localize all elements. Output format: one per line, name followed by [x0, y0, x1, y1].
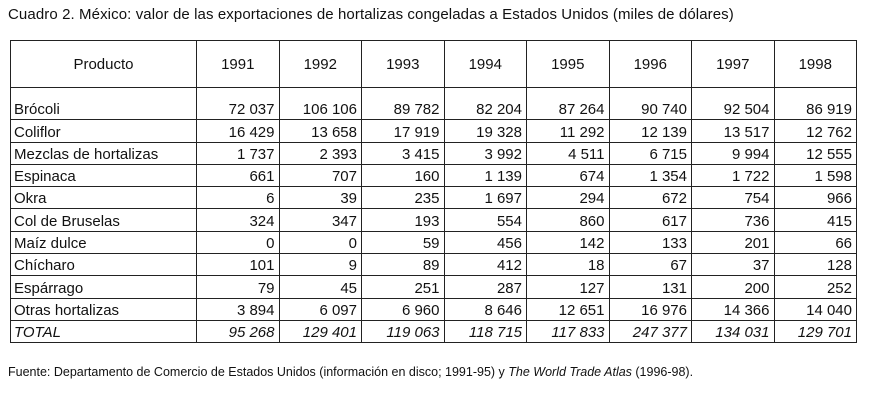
- value-cell: 129 401: [279, 320, 362, 342]
- spacer-row: [11, 88, 857, 99]
- total-row: [11, 320, 857, 342]
- value-cell: 287: [444, 276, 527, 298]
- value-cell: 4 511: [527, 142, 610, 164]
- value-cell: 12 139: [609, 120, 692, 142]
- value-cell: 59: [362, 231, 445, 253]
- value-cell: 9: [279, 254, 362, 276]
- spacer-cell: [279, 88, 362, 99]
- product-name-cell: Otras hortalizas: [11, 298, 197, 320]
- value-cell: 128: [774, 254, 857, 276]
- column-header-year: 1998: [774, 41, 857, 88]
- product-name-cell: Col de Bruselas: [11, 209, 197, 231]
- value-cell: 707: [279, 164, 362, 186]
- column-header-year: 1992: [279, 41, 362, 88]
- value-cell: 90 740: [609, 98, 692, 120]
- table-row: [11, 298, 857, 320]
- value-cell: 6 097: [279, 298, 362, 320]
- value-cell: 89 782: [362, 98, 445, 120]
- value-cell: 294: [527, 187, 610, 209]
- value-cell: 160: [362, 164, 445, 186]
- source-years: (1996-98).: [631, 365, 694, 379]
- value-cell: 37: [692, 254, 775, 276]
- value-cell: 72 037: [197, 98, 280, 120]
- spacer-cell: [609, 88, 692, 99]
- spacer-cell: [692, 88, 775, 99]
- source-text: Fuente: Departamento de Comercio de Estados Unidos (información en disco; 1991-95) y: [8, 365, 509, 379]
- value-cell: 131: [609, 276, 692, 298]
- value-cell: 3 894: [197, 298, 280, 320]
- product-name-cell: Mezclas de hortalizas: [11, 142, 197, 164]
- value-cell: 106 106: [279, 98, 362, 120]
- source-atlas-title: The World Trade Atlas: [508, 365, 632, 379]
- product-name-cell: Brócoli: [11, 98, 197, 120]
- value-cell: 117 833: [527, 320, 610, 342]
- value-cell: 95 268: [197, 320, 280, 342]
- value-cell: 324: [197, 209, 280, 231]
- value-cell: 101: [197, 254, 280, 276]
- table-caption: Cuadro 2. México: valor de las exportaciones de hortalizas congeladas a Estados Unidos (miles de dólares): [8, 6, 734, 23]
- value-cell: 415: [774, 209, 857, 231]
- value-cell: 456: [444, 231, 527, 253]
- value-cell: 966: [774, 187, 857, 209]
- value-cell: 3 992: [444, 142, 527, 164]
- table-row: [11, 231, 857, 253]
- value-cell: 19 328: [444, 120, 527, 142]
- column-header-year: 1993: [362, 41, 445, 88]
- value-cell: 252: [774, 276, 857, 298]
- value-cell: 87 264: [527, 98, 610, 120]
- column-header-year: 1994: [444, 41, 527, 88]
- product-name-cell: Espinaca: [11, 164, 197, 186]
- column-header-year: 1997: [692, 41, 775, 88]
- table-body: [11, 88, 857, 343]
- value-cell: 235: [362, 187, 445, 209]
- spacer-cell: [362, 88, 445, 99]
- value-cell: 3 415: [362, 142, 445, 164]
- value-cell: 674: [527, 164, 610, 186]
- value-cell: 6: [197, 187, 280, 209]
- value-cell: 1 722: [692, 164, 775, 186]
- value-cell: 16 429: [197, 120, 280, 142]
- value-cell: 193: [362, 209, 445, 231]
- value-cell: 1 737: [197, 142, 280, 164]
- value-cell: 2 393: [279, 142, 362, 164]
- value-cell: 12 651: [527, 298, 610, 320]
- value-cell: 86 919: [774, 98, 857, 120]
- table-row: [11, 187, 857, 209]
- spacer-cell: [527, 88, 610, 99]
- value-cell: 118 715: [444, 320, 527, 342]
- table-row: [11, 209, 857, 231]
- product-name-cell: Okra: [11, 187, 197, 209]
- spacer-cell: [11, 88, 197, 99]
- value-cell: 736: [692, 209, 775, 231]
- product-name-cell: Chícharo: [11, 254, 197, 276]
- value-cell: 754: [692, 187, 775, 209]
- value-cell: 13 658: [279, 120, 362, 142]
- product-name-cell: Maíz dulce: [11, 231, 197, 253]
- value-cell: 8 646: [444, 298, 527, 320]
- table-row: [11, 120, 857, 142]
- value-cell: 89: [362, 254, 445, 276]
- spacer-cell: [774, 88, 857, 99]
- value-cell: 13 517: [692, 120, 775, 142]
- value-cell: 1 697: [444, 187, 527, 209]
- value-cell: 347: [279, 209, 362, 231]
- value-cell: 200: [692, 276, 775, 298]
- value-cell: 412: [444, 254, 527, 276]
- value-cell: 134 031: [692, 320, 775, 342]
- value-cell: 127: [527, 276, 610, 298]
- table-row: [11, 254, 857, 276]
- product-name-cell: TOTAL: [11, 320, 197, 342]
- column-header-product: Producto: [11, 41, 197, 88]
- value-cell: 67: [609, 254, 692, 276]
- column-header-year: 1995: [527, 41, 610, 88]
- table-row: [11, 164, 857, 186]
- value-cell: 18: [527, 254, 610, 276]
- column-header-year: 1991: [197, 41, 280, 88]
- value-cell: 6 960: [362, 298, 445, 320]
- value-cell: 12 762: [774, 120, 857, 142]
- value-cell: 0: [197, 231, 280, 253]
- value-cell: 672: [609, 187, 692, 209]
- value-cell: 142: [527, 231, 610, 253]
- value-cell: 1 598: [774, 164, 857, 186]
- value-cell: 6 715: [609, 142, 692, 164]
- value-cell: 17 919: [362, 120, 445, 142]
- value-cell: 39: [279, 187, 362, 209]
- value-cell: 79: [197, 276, 280, 298]
- value-cell: 14 040: [774, 298, 857, 320]
- spacer-cell: [197, 88, 280, 99]
- value-cell: 92 504: [692, 98, 775, 120]
- table-row: [11, 276, 857, 298]
- value-cell: 12 555: [774, 142, 857, 164]
- value-cell: 617: [609, 209, 692, 231]
- table-row: [11, 142, 857, 164]
- exports-table-container: [10, 40, 856, 343]
- value-cell: 0: [279, 231, 362, 253]
- value-cell: 133: [609, 231, 692, 253]
- value-cell: 661: [197, 164, 280, 186]
- value-cell: 16 976: [609, 298, 692, 320]
- spacer-cell: [444, 88, 527, 99]
- value-cell: 554: [444, 209, 527, 231]
- value-cell: 1 139: [444, 164, 527, 186]
- column-header-year: 1996: [609, 41, 692, 88]
- product-name-cell: Coliflor: [11, 120, 197, 142]
- value-cell: 129 701: [774, 320, 857, 342]
- value-cell: 201: [692, 231, 775, 253]
- value-cell: 11 292: [527, 120, 610, 142]
- value-cell: 45: [279, 276, 362, 298]
- value-cell: 1 354: [609, 164, 692, 186]
- value-cell: 66: [774, 231, 857, 253]
- source-note: [8, 364, 864, 380]
- value-cell: 14 366: [692, 298, 775, 320]
- product-name-cell: Espárrago: [11, 276, 197, 298]
- value-cell: 251: [362, 276, 445, 298]
- value-cell: 9 994: [692, 142, 775, 164]
- value-cell: 247 377: [609, 320, 692, 342]
- value-cell: 860: [527, 209, 610, 231]
- header-row: [11, 41, 857, 88]
- exports-table: [10, 40, 857, 343]
- table-row: [11, 98, 857, 120]
- value-cell: 82 204: [444, 98, 527, 120]
- value-cell: 119 063: [362, 320, 445, 342]
